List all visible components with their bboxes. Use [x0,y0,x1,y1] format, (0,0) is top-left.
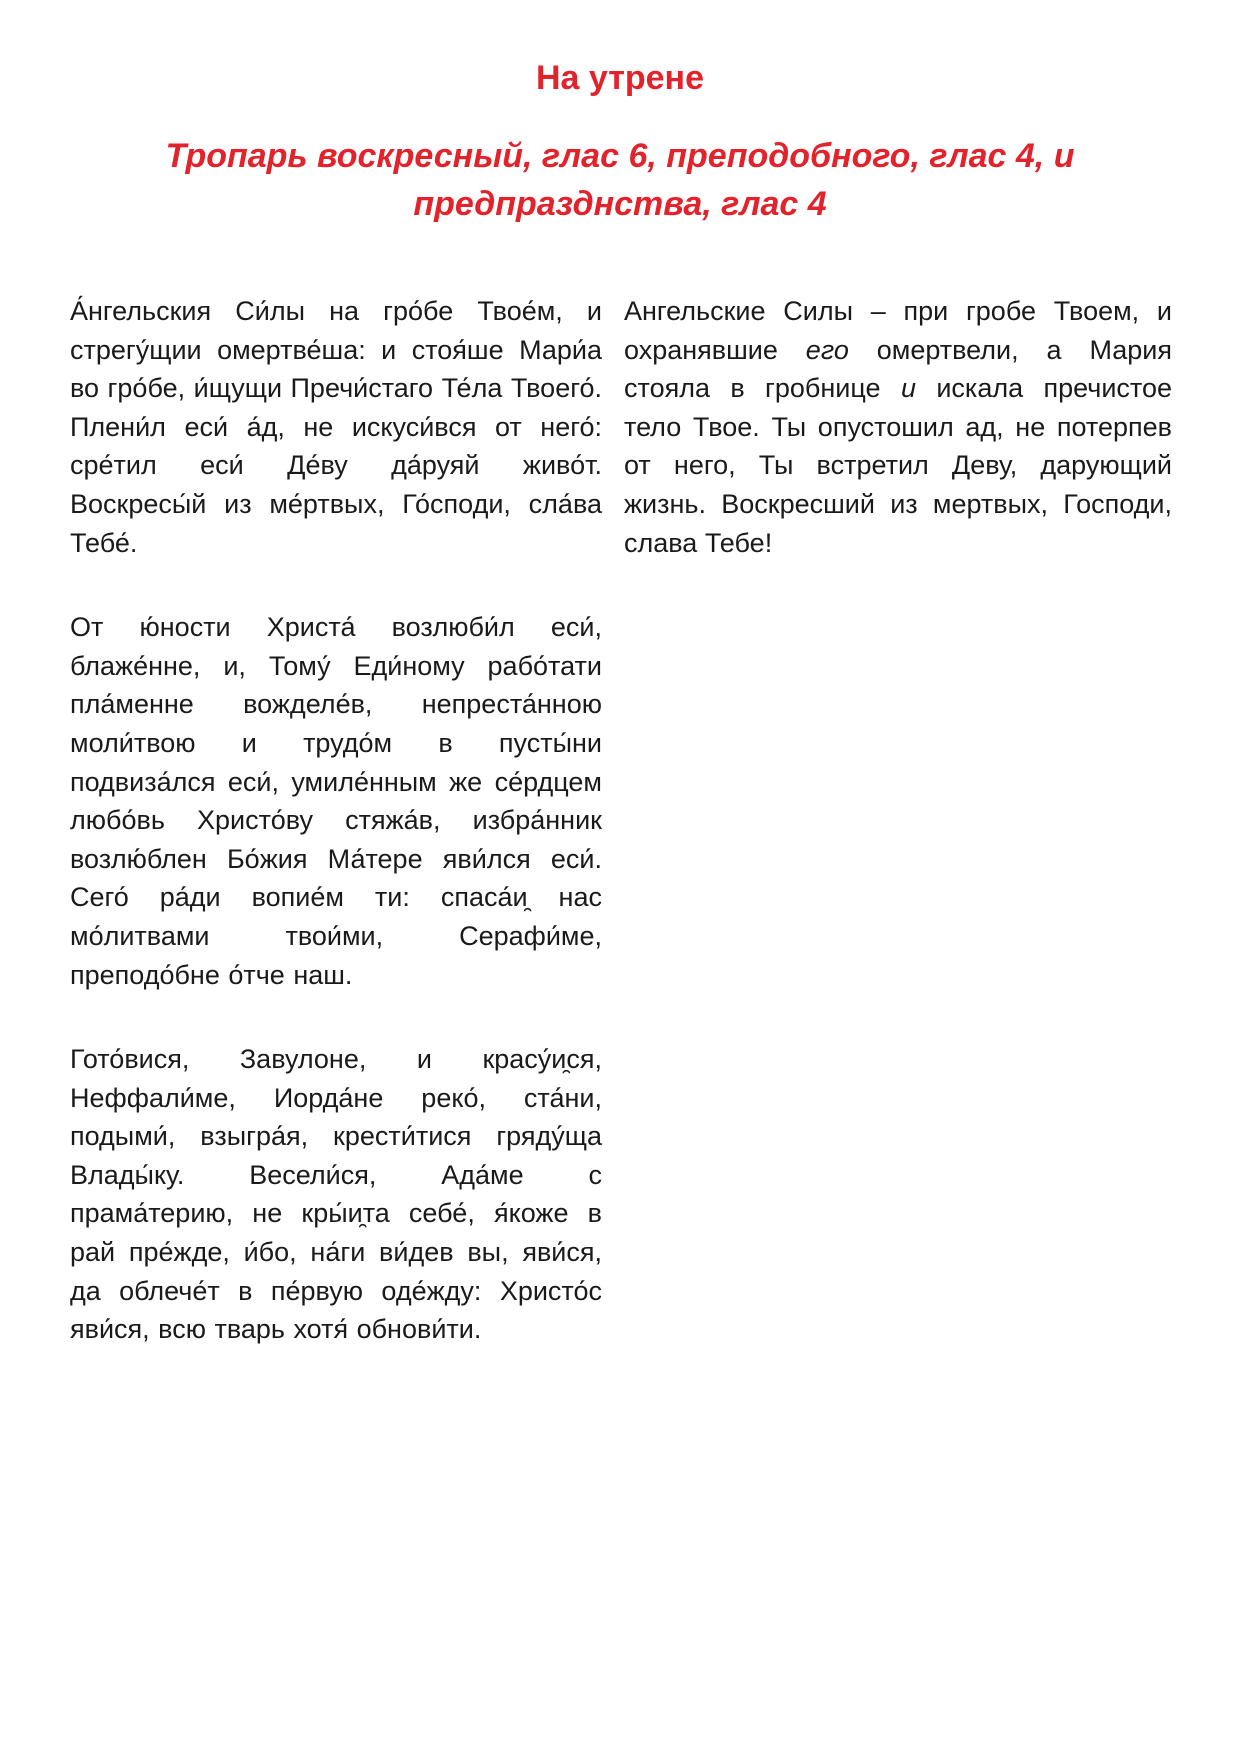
page-subtitle: Тропарь воскресный, глас 6, преподобного, глас 4, и предпразднства, глас 4 [165,137,1075,223]
troparion-venerable: От ю́ности Христа́ возлюби́л еси́, блаже́нне, и, Тому́ Еди́ному рабо́тати пла́менне вожделе́в, непреста́нною моли́твою и трудо́м в пусты́ни подвиза́лся еси́, умиле́нным же се́рдцем любо́вь Христо́ву стяжа́в, избра́нник возлю́блен Бо́жия Ма́тере яви́лся еси́. Сего́ ра́ди вопие́м ти: спаса́и̯ нас мо́литвами твои́ми, Серафи́ме, преподо́бне о́тче наш. [70,612,602,990]
church-slavonic-column [70,292,602,1349]
translation-italic-2: и [900,373,916,404]
translation-italic-1: его [805,334,849,365]
translation-text-3: искала пречистое тело Твое. Ты опустошил ад, не потерпев от него, Ты встретил Деву, дарующий жизнь. Воскресший из мертвых, Господи, слава Тебе! [624,373,1172,558]
troparion-forefeast: Гото́вися, Завулоне, и красу́и̯ся, Неффали́ме, Иорда́не реко́, ста́ни, подыми́, взыгра́я, крести́тися гряду́ща Влады́ку. Весели́ся, Ада́ме с прама́терию, не кры́и̯та себе́, я́коже в рай пре́жде, и́бо, на́ги ви́дев вы, яви́ся, да облече́т в пе́рвую оде́жду: Христо́с яви́ся, всю тварь хотя́ обнови́ти. [70,1044,602,1345]
translation-text-2: омертвели, а Мария стояла в гробнице [624,334,1172,404]
translation-text-1: Ангельские Силы – при гробе Твоем, и охранявшие [624,296,1172,365]
troparion-resurrection: А́нгельския Си́лы на гро́бе Твое́м, и стрегу́щии омертве́ша: и стоя́ше Мари́а во гро́бе, и́щущи Пречи́стаго Те́ла Твоего́. Плени́л еси́ а́д, не искуси́вся от него́: сре́тил еси́ Де́ву да́руяй живо́т. Воскресы́й из ме́ртвых, Го́споди, сла́ва Тебе́. [70,296,602,558]
russian-translation-column [624,292,1172,562]
page-title: На утрене [535,59,704,97]
translation-resurrection [624,292,1172,562]
